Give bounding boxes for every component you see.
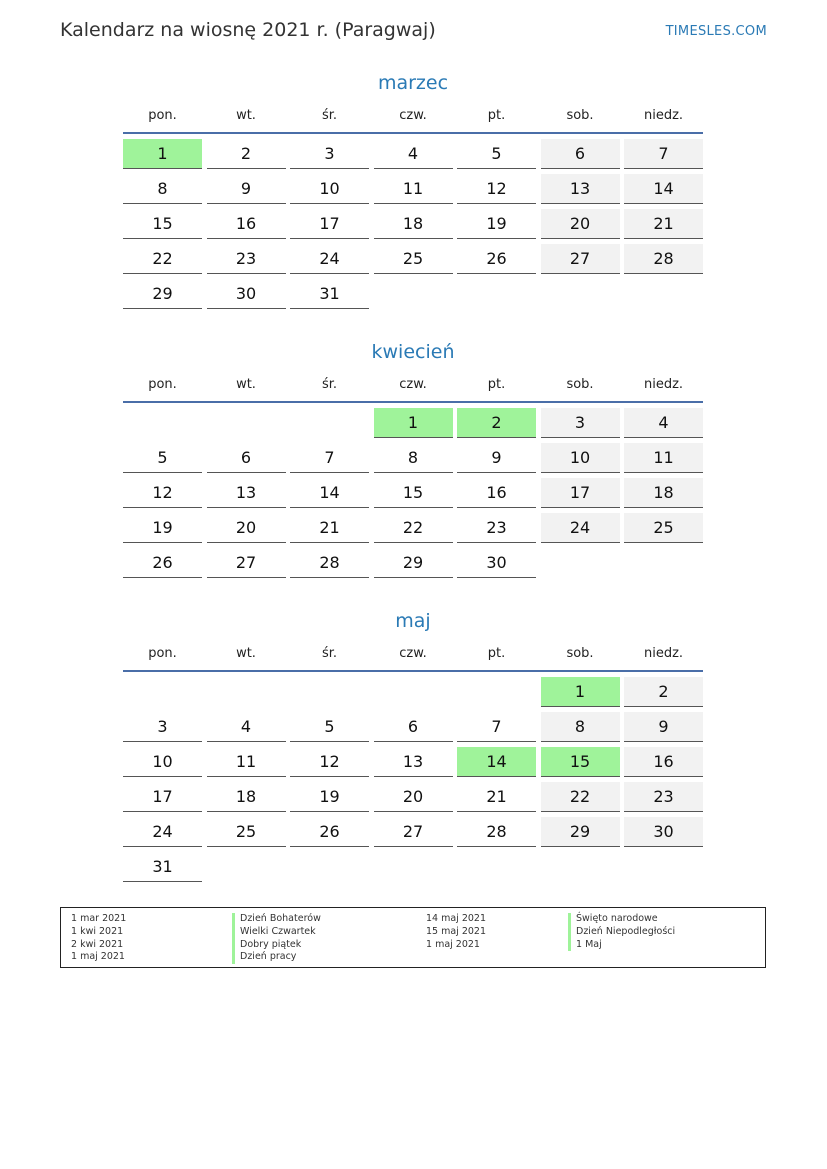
- legend-date: 14 maj 2021: [426, 913, 487, 924]
- weekday-label: wt.: [236, 646, 256, 661]
- day-cell: 5: [123, 443, 202, 473]
- day-cell: 18: [374, 209, 453, 239]
- empty-cell: [123, 677, 202, 707]
- day-cell: 9: [624, 712, 703, 742]
- holiday-day-cell: 1: [541, 677, 620, 707]
- legend-date: 15 maj 2021: [426, 925, 487, 937]
- legend-date: 1 kwi 2021: [71, 925, 124, 937]
- empty-cell: [290, 408, 369, 438]
- day-cell: 18: [207, 782, 286, 812]
- weekday-header: [123, 643, 703, 665]
- day-cell: 25: [624, 513, 703, 543]
- day-cell: 20: [541, 209, 620, 239]
- weekday-label: pt.: [487, 646, 506, 661]
- empty-cell: [207, 408, 286, 438]
- day-cell: 19: [123, 513, 202, 543]
- day-cell: 6: [541, 139, 620, 169]
- legend-date: 2 kwi 2021: [71, 938, 124, 950]
- day-cell: 22: [541, 782, 620, 812]
- day-cell: 29: [374, 548, 453, 578]
- day-cell: 16: [207, 209, 286, 239]
- weekday-label: wt.: [236, 377, 256, 392]
- day-cell: 16: [624, 747, 703, 777]
- day-cell: 8: [374, 443, 453, 473]
- legend-holiday-name: 1 Maj: [568, 939, 675, 952]
- legend-date: 1 maj 2021: [426, 938, 480, 950]
- day-cell: 26: [457, 244, 536, 274]
- day-cell: 7: [290, 443, 369, 473]
- day-cell: 2: [624, 677, 703, 707]
- day-cell: 28: [457, 817, 536, 847]
- legend-dates-left: [71, 913, 126, 964]
- day-cell: 12: [290, 747, 369, 777]
- legend-names-left: [232, 913, 321, 964]
- day-cell: 7: [624, 139, 703, 169]
- holiday-day-cell: 1: [374, 408, 453, 438]
- empty-cell: [457, 677, 536, 707]
- weekday-label: czw.: [399, 108, 427, 123]
- weekday-label: śr.: [321, 108, 338, 123]
- legend-names-right: [568, 913, 675, 951]
- day-cell: 27: [374, 817, 453, 847]
- month-march: [123, 68, 703, 309]
- header-divider: [123, 670, 703, 672]
- weekday-header: [123, 105, 703, 127]
- day-cell: 4: [374, 139, 453, 169]
- day-cell: 11: [207, 747, 286, 777]
- weekday-label: śr.: [321, 646, 338, 661]
- weekday-label: czw.: [399, 377, 427, 392]
- day-cell: 19: [290, 782, 369, 812]
- weekday-label: niedz.: [643, 108, 684, 123]
- day-cell: 29: [541, 817, 620, 847]
- day-cell: 29: [123, 279, 202, 309]
- legend-holiday-name: Dobry piątek: [232, 939, 321, 952]
- day-grid: [123, 139, 703, 309]
- day-cell: 21: [624, 209, 703, 239]
- weekday-label: pon.: [148, 646, 177, 661]
- day-cell: 15: [123, 209, 202, 239]
- day-cell: 21: [457, 782, 536, 812]
- day-cell: 4: [624, 408, 703, 438]
- weekday-label: niedz.: [643, 377, 684, 392]
- legend-date: 1 mar 2021: [71, 913, 127, 924]
- day-cell: 3: [541, 408, 620, 438]
- day-cell: 15: [374, 478, 453, 508]
- day-cell: 12: [123, 478, 202, 508]
- day-cell: 17: [290, 209, 369, 239]
- day-cell: 19: [457, 209, 536, 239]
- empty-cell: [374, 677, 453, 707]
- weekday-label: pt.: [487, 377, 506, 392]
- day-cell: 28: [624, 244, 703, 274]
- day-cell: 14: [290, 478, 369, 508]
- day-cell: 11: [624, 443, 703, 473]
- day-grid: [123, 408, 703, 578]
- day-cell: 4: [207, 712, 286, 742]
- day-cell: 25: [207, 817, 286, 847]
- day-cell: 26: [123, 548, 202, 578]
- day-cell: 30: [624, 817, 703, 847]
- day-cell: 16: [457, 478, 536, 508]
- legend-holiday-name: Dzień Bohaterów: [232, 913, 321, 926]
- page-title: Kalendarz na wiosnę 2021 r. (Paragwaj): [60, 19, 436, 41]
- empty-cell: [123, 408, 202, 438]
- day-cell: 31: [123, 852, 202, 882]
- weekday-label: wt.: [236, 108, 256, 123]
- day-cell: 9: [207, 174, 286, 204]
- day-cell: 8: [541, 712, 620, 742]
- day-cell: 9: [457, 443, 536, 473]
- day-cell: 22: [123, 244, 202, 274]
- day-cell: 7: [457, 712, 536, 742]
- weekday-label: sob.: [566, 646, 594, 661]
- day-cell: 31: [290, 279, 369, 309]
- day-cell: 24: [541, 513, 620, 543]
- month-may: [123, 606, 703, 882]
- day-cell: 23: [624, 782, 703, 812]
- day-cell: 5: [290, 712, 369, 742]
- day-cell: 2: [207, 139, 286, 169]
- day-cell: 30: [457, 548, 536, 578]
- day-cell: 3: [123, 712, 202, 742]
- holiday-legend: [60, 907, 766, 968]
- day-cell: 22: [374, 513, 453, 543]
- day-cell: 10: [541, 443, 620, 473]
- weekday-label: pon.: [148, 377, 177, 392]
- weekday-header: [123, 374, 703, 396]
- day-cell: 27: [207, 548, 286, 578]
- month-name: kwiecień: [371, 341, 455, 363]
- weekday-label: sob.: [566, 108, 594, 123]
- header-divider: [123, 132, 703, 134]
- day-cell: 3: [290, 139, 369, 169]
- holiday-day-cell: 14: [457, 747, 536, 777]
- day-cell: 20: [374, 782, 453, 812]
- day-cell: 17: [123, 782, 202, 812]
- holiday-day-cell: 2: [457, 408, 536, 438]
- day-cell: 20: [207, 513, 286, 543]
- legend-date: 1 maj 2021: [71, 951, 125, 963]
- month-name: marzec: [377, 72, 449, 94]
- weekday-label: czw.: [399, 646, 427, 661]
- day-cell: 10: [290, 174, 369, 204]
- brand-logo[interactable]: TIMESLES.COM: [665, 24, 767, 39]
- day-cell: 6: [374, 712, 453, 742]
- day-cell: 13: [374, 747, 453, 777]
- day-cell: 14: [624, 174, 703, 204]
- legend-holiday-name: Wielki Czwartek: [232, 926, 321, 939]
- day-cell: 28: [290, 548, 369, 578]
- day-cell: 24: [290, 244, 369, 274]
- holiday-day-cell: 1: [123, 139, 202, 169]
- weekday-label: pon.: [148, 108, 177, 123]
- legend-holiday-name: Dzień pracy: [232, 951, 321, 964]
- weekday-label: pt.: [487, 108, 506, 123]
- weekday-label: niedz.: [643, 646, 684, 661]
- legend-holiday-name: Dzień Niepodległości: [568, 926, 675, 939]
- day-cell: 26: [290, 817, 369, 847]
- weekday-label: sob.: [566, 377, 594, 392]
- day-cell: 5: [457, 139, 536, 169]
- day-cell: 25: [374, 244, 453, 274]
- legend-dates-right: [426, 913, 486, 951]
- day-cell: 6: [207, 443, 286, 473]
- day-cell: 27: [541, 244, 620, 274]
- day-cell: 13: [541, 174, 620, 204]
- day-cell: 21: [290, 513, 369, 543]
- empty-cell: [290, 677, 369, 707]
- day-cell: 12: [457, 174, 536, 204]
- day-cell: 24: [123, 817, 202, 847]
- day-cell: 23: [457, 513, 536, 543]
- legend-holiday-name: Święto narodowe: [568, 913, 675, 926]
- day-cell: 30: [207, 279, 286, 309]
- holiday-day-cell: 15: [541, 747, 620, 777]
- day-cell: 13: [207, 478, 286, 508]
- day-cell: 8: [123, 174, 202, 204]
- day-cell: 17: [541, 478, 620, 508]
- header-divider: [123, 401, 703, 403]
- day-cell: 18: [624, 478, 703, 508]
- month-name: maj: [395, 610, 431, 632]
- day-cell: 23: [207, 244, 286, 274]
- day-grid: [123, 677, 703, 882]
- empty-cell: [207, 677, 286, 707]
- month-april: [123, 337, 703, 578]
- weekday-label: śr.: [321, 377, 338, 392]
- day-cell: 10: [123, 747, 202, 777]
- day-cell: 11: [374, 174, 453, 204]
